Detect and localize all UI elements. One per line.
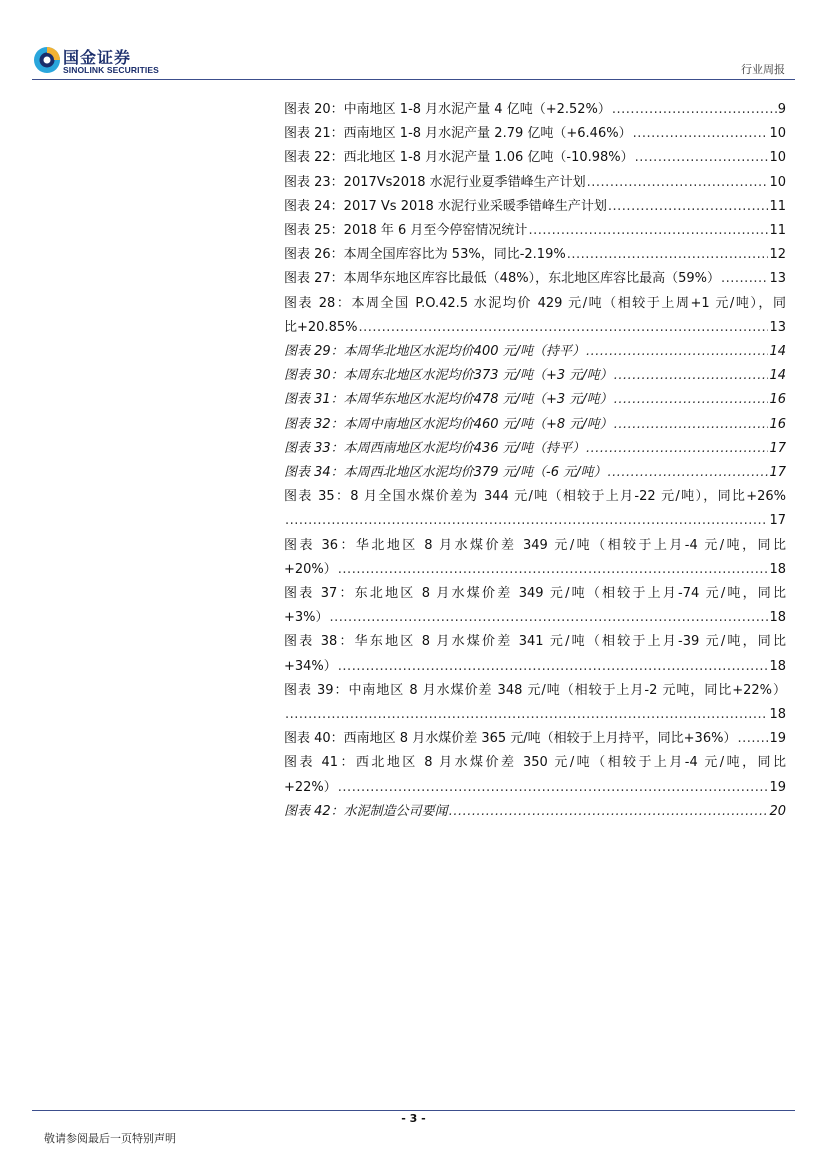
toc-leader-dots xyxy=(586,340,768,364)
toc-entry[interactable] xyxy=(284,292,786,340)
toc-entry-label-cont: +20%） xyxy=(284,561,337,577)
toc-entry-label: 图表 33：本周西南地区水泥均价436 元/吨（持平） xyxy=(284,440,585,456)
toc-page-number: 20 xyxy=(769,803,786,819)
toc-entry[interactable] xyxy=(284,630,786,678)
toc-page-number: 16 xyxy=(769,392,786,408)
toc-page-number: 14 xyxy=(769,344,786,360)
toc-entry[interactable] xyxy=(284,413,786,437)
toc-leader-dots xyxy=(737,727,768,751)
toc-page-number: 17 xyxy=(769,465,786,481)
toc-entry[interactable] xyxy=(284,679,786,727)
toc-page-number: 13 xyxy=(769,271,786,287)
toc-entry-label: 图表 41：西北地区 8 月水煤价差 350 元/吨（相较于上月-4 元/吨，同比 xyxy=(284,755,786,771)
toc-leader-dots xyxy=(567,243,769,267)
toc-entry-label-cont: +22%） xyxy=(284,779,337,795)
toc-leader-dots xyxy=(285,509,768,533)
toc-entry[interactable] xyxy=(284,800,786,824)
toc-entry-label: 图表 37：东北地区 8 月水煤价差 349 元/吨（相较于上月-74 元/吨，同比 xyxy=(284,586,786,602)
toc-entry-label: 图表 27：本周华东地区库容比最低（48%），东北地区库容比最高（59%） xyxy=(284,271,720,287)
header-divider xyxy=(32,79,795,80)
toc-entry[interactable] xyxy=(284,388,786,412)
footer-disclaimer: 敬请参阅最后一页特别声明 xyxy=(44,1132,176,1145)
toc-leader-dots xyxy=(612,98,777,122)
toc-entry[interactable] xyxy=(284,171,786,195)
toc-entry[interactable] xyxy=(284,751,786,799)
logo-english-name: SINOLINK SECURITIES xyxy=(63,65,159,75)
toc-entry-label: 图表 20：中南地区 1-8 月水泥产量 4 亿吨（+2.52%） xyxy=(284,102,611,117)
toc-entry-label: 图表 29：本周华北地区水泥均价400 元/吨（持平） xyxy=(284,344,585,360)
page-number: - 3 - xyxy=(401,1112,426,1125)
toc-entry[interactable] xyxy=(284,582,786,630)
toc-leader-dots xyxy=(285,703,768,727)
toc-entry-label: 图表 28：本周全国 P.O.42.5 水泥均价 429 元/吨（相较于上周+1 元/吨），同 xyxy=(284,295,786,311)
toc-leader-dots xyxy=(358,316,768,340)
toc-entry-label: 图表 21：西南地区 1-8 月水泥产量 2.79 亿吨（+6.46%） xyxy=(284,126,632,142)
toc-page-number: 11 xyxy=(769,198,786,214)
toc-leader-dots xyxy=(607,461,768,485)
toc-entry[interactable] xyxy=(284,461,786,485)
toc-entry[interactable] xyxy=(284,219,786,243)
toc-leader-dots xyxy=(614,364,769,388)
toc-entry[interactable] xyxy=(284,340,786,364)
footer-divider xyxy=(32,1110,795,1111)
toc-entry-label: 图表 26：本周全国库容比为 53%，同比-2.19% xyxy=(284,247,566,263)
toc-entry-label: 图表 39：中南地区 8 月水煤价差 348 元/吨（相较于上月-2 元吨，同比+22%） xyxy=(284,682,786,698)
toc-leader-dots xyxy=(449,800,769,824)
toc-entry-label: 图表 40：西南地区 8 月水煤价差 365 元/吨（相较于上月持平，同比+36%） xyxy=(284,731,737,747)
toc-entry-label: 图表 31：本周华东地区水泥均价478 元/吨（+3 元/吨） xyxy=(284,392,613,408)
toc-entry-label: 图表 35：8 月全国水煤价差为 344 元/吨（相较于上月-22 元/吨），同比+26% xyxy=(284,489,786,505)
toc-page-number: 16 xyxy=(769,416,786,432)
toc-page-number: 14 xyxy=(769,368,786,384)
toc-entry-label: 图表 36：华北地区 8 月水煤价差 349 元/吨（相较于上月-4 元/吨，同比 xyxy=(284,537,786,553)
logo-chinese-name: 国金证券 xyxy=(63,48,132,67)
toc-page-number: 13 xyxy=(769,319,786,335)
company-logo xyxy=(33,46,163,78)
toc-entry-label: 图表 32：本周中南地区水泥均价460 元/吨（+8 元/吨） xyxy=(284,416,613,432)
toc-entry-label: 图表 30：本周东北地区水泥均价373 元/吨（+3 元/吨） xyxy=(284,368,613,384)
toc-entry[interactable] xyxy=(284,146,786,170)
toc-page-number: 19 xyxy=(769,779,786,795)
toc-page-number: 18 xyxy=(769,658,786,674)
toc-page-number: 18 xyxy=(769,610,786,626)
toc-entry-label: 图表 25：2018 年 6 月至今停窑情况统计 xyxy=(284,223,528,239)
toc-entry-label: 图表 24：2017 Vs 2018 水泥行业采暖季错峰生产计划 xyxy=(284,198,607,214)
toc-page-number: 17 xyxy=(769,513,786,529)
toc-entry[interactable] xyxy=(284,98,786,122)
toc-entry[interactable] xyxy=(284,485,786,533)
toc-entry[interactable] xyxy=(284,195,786,219)
toc-leader-dots xyxy=(338,655,769,679)
toc-page-number: 19 xyxy=(769,731,786,747)
toc-leader-dots xyxy=(635,146,769,170)
toc-leader-dots xyxy=(721,267,768,291)
toc-entry-label-cont: 比+20.85% xyxy=(284,319,358,335)
table-of-figures xyxy=(284,98,786,824)
toc-entry-label: 图表 42：水泥制造公司要闻 xyxy=(284,803,448,819)
toc-entry[interactable] xyxy=(284,727,786,751)
toc-entry-label-cont: +34%） xyxy=(284,658,337,674)
toc-leader-dots xyxy=(633,122,769,146)
toc-leader-dots xyxy=(338,776,769,800)
toc-page-number: 9 xyxy=(777,102,786,117)
toc-page-number: 11 xyxy=(769,223,786,239)
toc-entry-label: 图表 38：华东地区 8 月水煤价差 341 元/吨（相较于上月-39 元/吨，同比 xyxy=(284,634,786,650)
toc-entry[interactable] xyxy=(284,364,786,388)
toc-entry[interactable] xyxy=(284,122,786,146)
toc-leader-dots xyxy=(330,606,769,630)
toc-page-number: 10 xyxy=(769,174,786,190)
toc-entry[interactable] xyxy=(284,437,786,461)
toc-entry-label-cont: +3%） xyxy=(284,610,329,626)
toc-page-number: 18 xyxy=(769,707,786,723)
page-header xyxy=(0,0,827,90)
toc-page-number: 12 xyxy=(769,247,786,263)
toc-entry[interactable] xyxy=(284,534,786,582)
report-type: 行业周报 xyxy=(741,63,785,76)
toc-entry-label: 图表 34：本周西北地区水泥均价379 元/吨（-6 元/吨） xyxy=(284,465,607,481)
toc-page-number: 10 xyxy=(769,150,786,166)
toc-leader-dots xyxy=(338,558,769,582)
toc-entry-label: 图表 23：2017Vs2018 水泥行业夏季错峰生产计划 xyxy=(284,174,586,190)
toc-leader-dots xyxy=(586,437,768,461)
toc-page-number: 10 xyxy=(769,126,786,142)
toc-page-number: 17 xyxy=(769,440,786,456)
toc-entry-label: 图表 22：西北地区 1-8 月水泥产量 1.06 亿吨（-10.98%） xyxy=(284,150,634,166)
toc-entry[interactable] xyxy=(284,267,786,291)
toc-page-number: 18 xyxy=(769,561,786,577)
toc-leader-dots xyxy=(528,219,768,243)
logo-mark-icon xyxy=(33,46,61,74)
toc-leader-dots xyxy=(614,413,769,437)
toc-leader-dots xyxy=(587,171,769,195)
toc-entry[interactable] xyxy=(284,243,786,267)
toc-leader-dots xyxy=(608,195,769,219)
toc-leader-dots xyxy=(614,388,769,412)
